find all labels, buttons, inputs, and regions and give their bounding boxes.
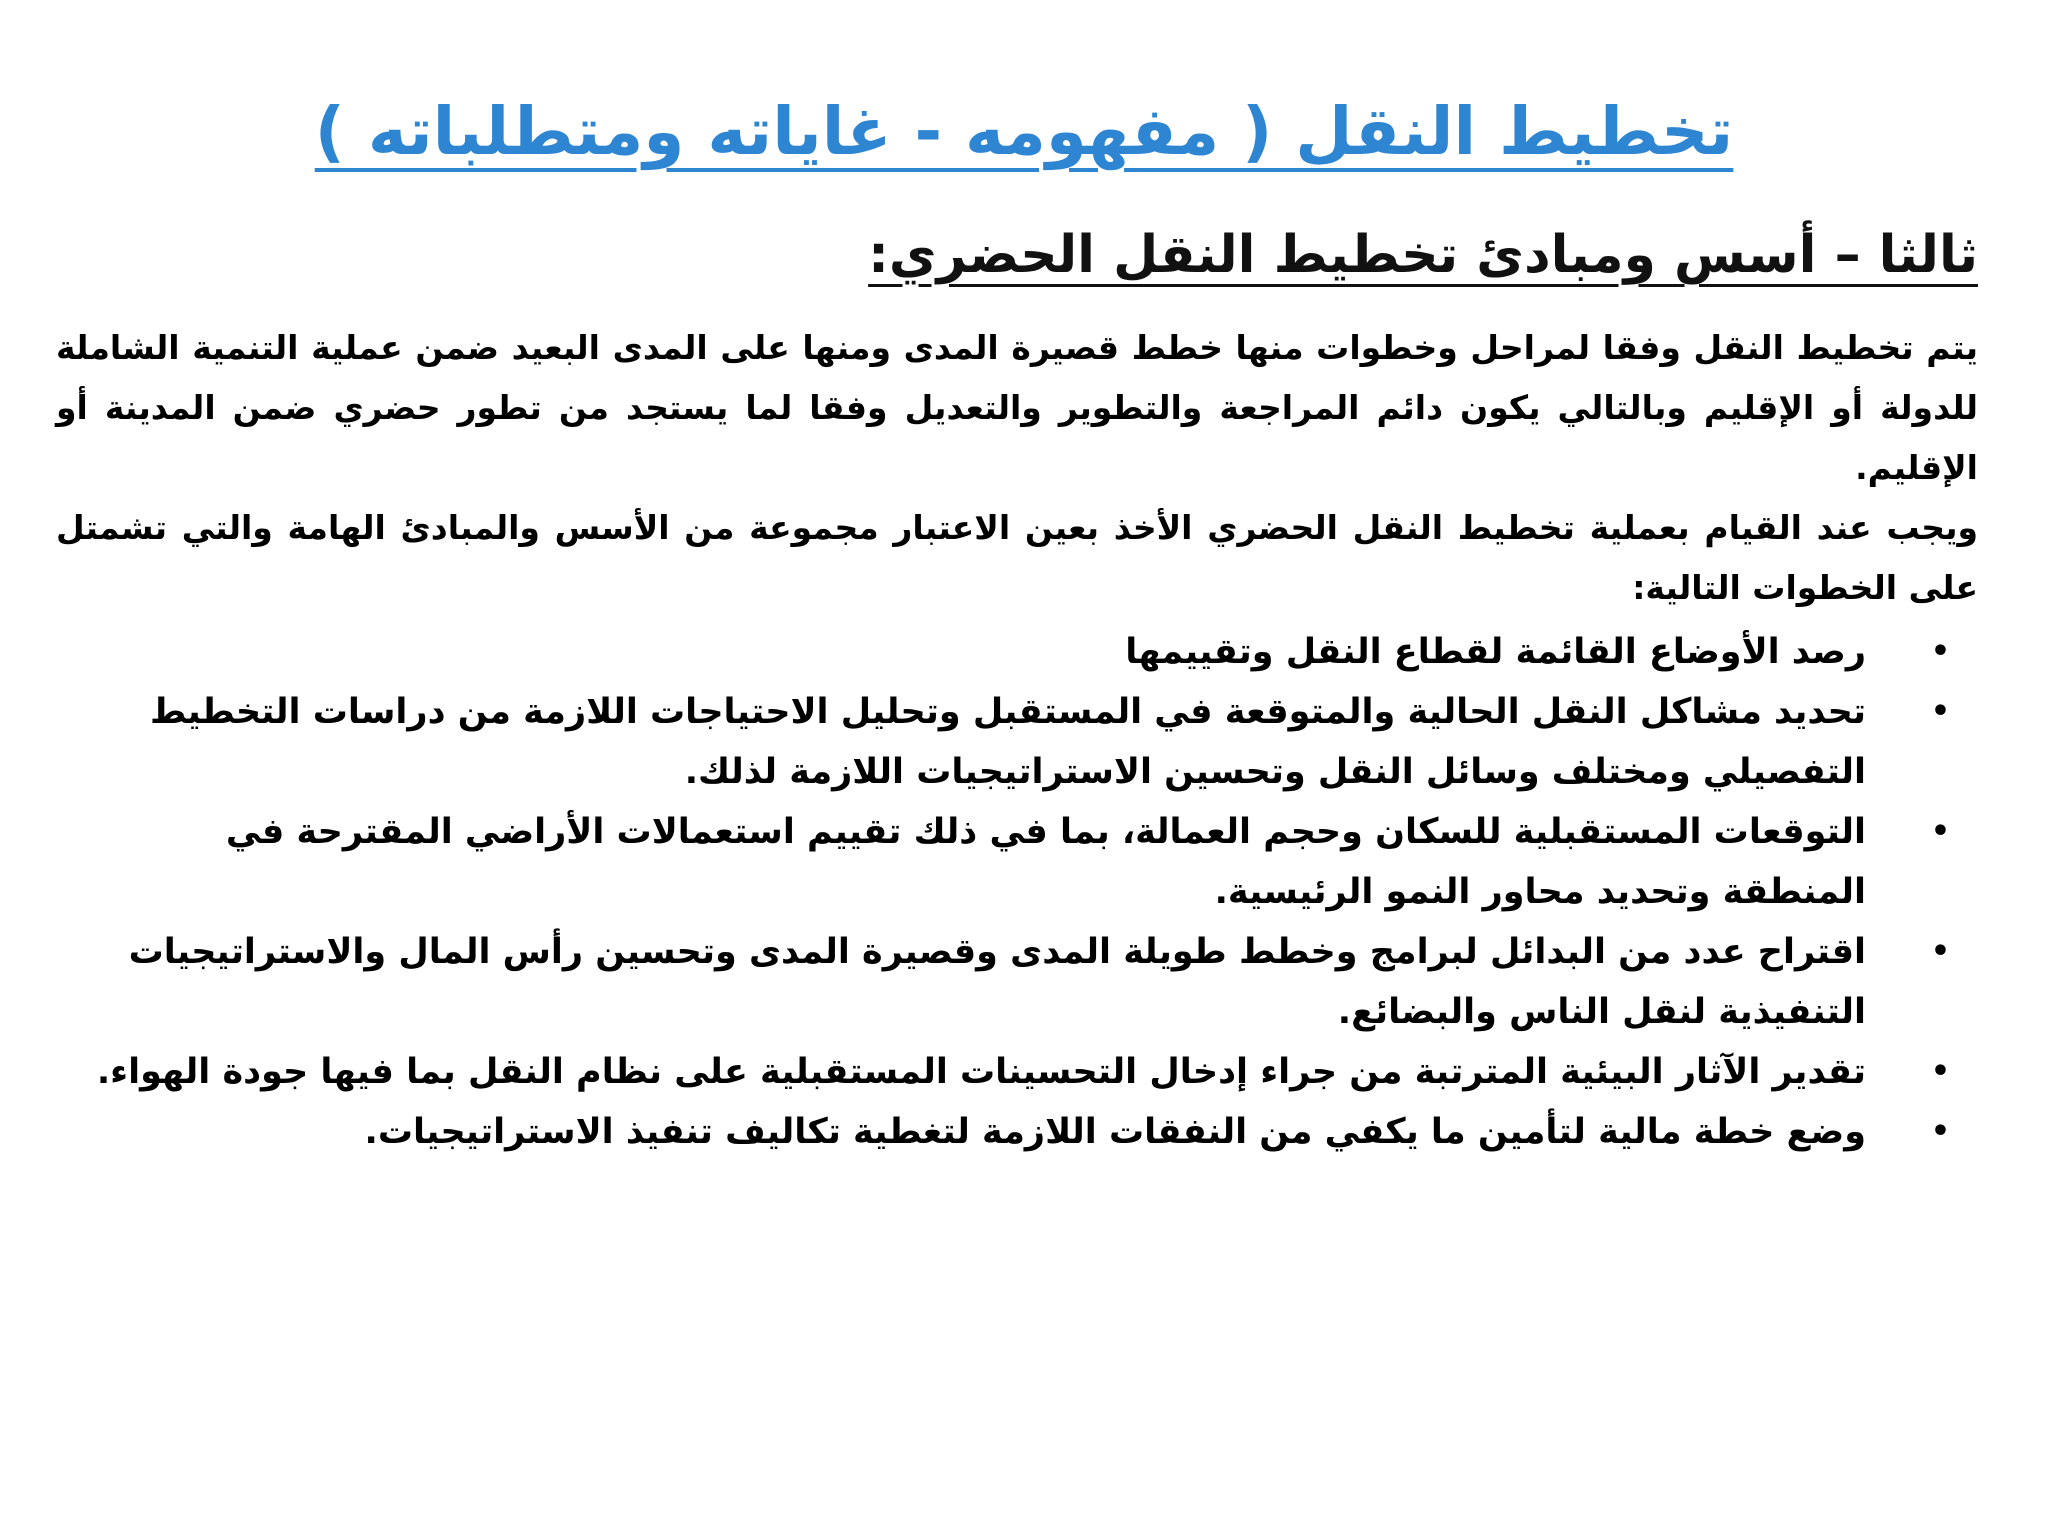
list-item [90, 802, 1978, 922]
steps-list [90, 622, 1978, 1162]
intro-paragraph: يتم تخطيط النقل وفقا لمراحل وخطوات منها خطط قصيرة المدى ومنها على المدى البعيد ضمن عملية التنمية الشاملة للدولة أو الإقليم وبالتالي يكون دائم المراجعة والتطوير والتعديل وفقا لما يستجد من تطور حضري ضمن المدينة أو الإقليم. [56, 328, 1978, 487]
list-item-text: اقتراح عدد من البدائل لبرامج وخطط طويلة المدى وقصيرة المدى وتحسين رأس المال والاستراتيجيات التنفيذية لنقل الناس والبضائع. [128, 932, 1866, 1032]
list-item [90, 922, 1978, 1042]
section-heading: ثالثا – أسس ومبادئ تخطيط النقل الحضري: [868, 225, 1978, 285]
bullet-icon: • [1930, 1054, 1950, 1089]
list-item-text: تقدير الآثار البيئية المترتبة من جراء إدخال التحسينات المستقبلية على نظام النقل بما فيها جودة الهواء. [96, 1052, 1866, 1092]
list-item-text: وضع خطة مالية لتأمين ما يكفي من النفقات اللازمة لتغطية تكاليف تنفيذ الاستراتيجيات. [364, 1112, 1866, 1152]
list-item-text: تحديد مشاكل النقل الحالية والمتوقعة في المستقبل وتحليل الاحتياجات اللازمة من دراسات التخطيط التفصيلي ومختلف وسائل النقل وتحسين الاستراتيجيات اللازمة لذلك. [150, 692, 1866, 792]
list-item-text: رصد الأوضاع القائمة لقطاع النقل وتقييمها [1125, 632, 1866, 672]
bullet-icon: • [1930, 694, 1950, 729]
bullet-icon: • [1930, 814, 1950, 849]
bullet-icon: • [1930, 1114, 1950, 1149]
bullet-icon: • [1930, 934, 1950, 969]
list-item [90, 682, 1978, 802]
intro-text [56, 318, 1978, 618]
list-item [90, 622, 1978, 682]
intro-paragraph: ويجب عند القيام بعملية تخطيط النقل الحضري الأخذ بعين الاعتبار مجموعة من الأسس والمبادئ الهامة والتي تشمتل على الخطوات التالية: [56, 508, 1978, 607]
slide-title [0, 92, 2048, 171]
list-item-text: التوقعات المستقبلية للسكان وحجم العمالة، بما في ذلك تقييم استعمالات الأراضي المقترحة في المنطقة وتحديد محاور النمو الرئيسية. [225, 812, 1866, 912]
list-item [90, 1042, 1978, 1102]
slide-title-text: تخطيط النقل ( مفهومه - غاياته ومتطلباته ) [314, 93, 1734, 170]
list-item [90, 1102, 1978, 1162]
bullet-icon: • [1930, 634, 1950, 669]
